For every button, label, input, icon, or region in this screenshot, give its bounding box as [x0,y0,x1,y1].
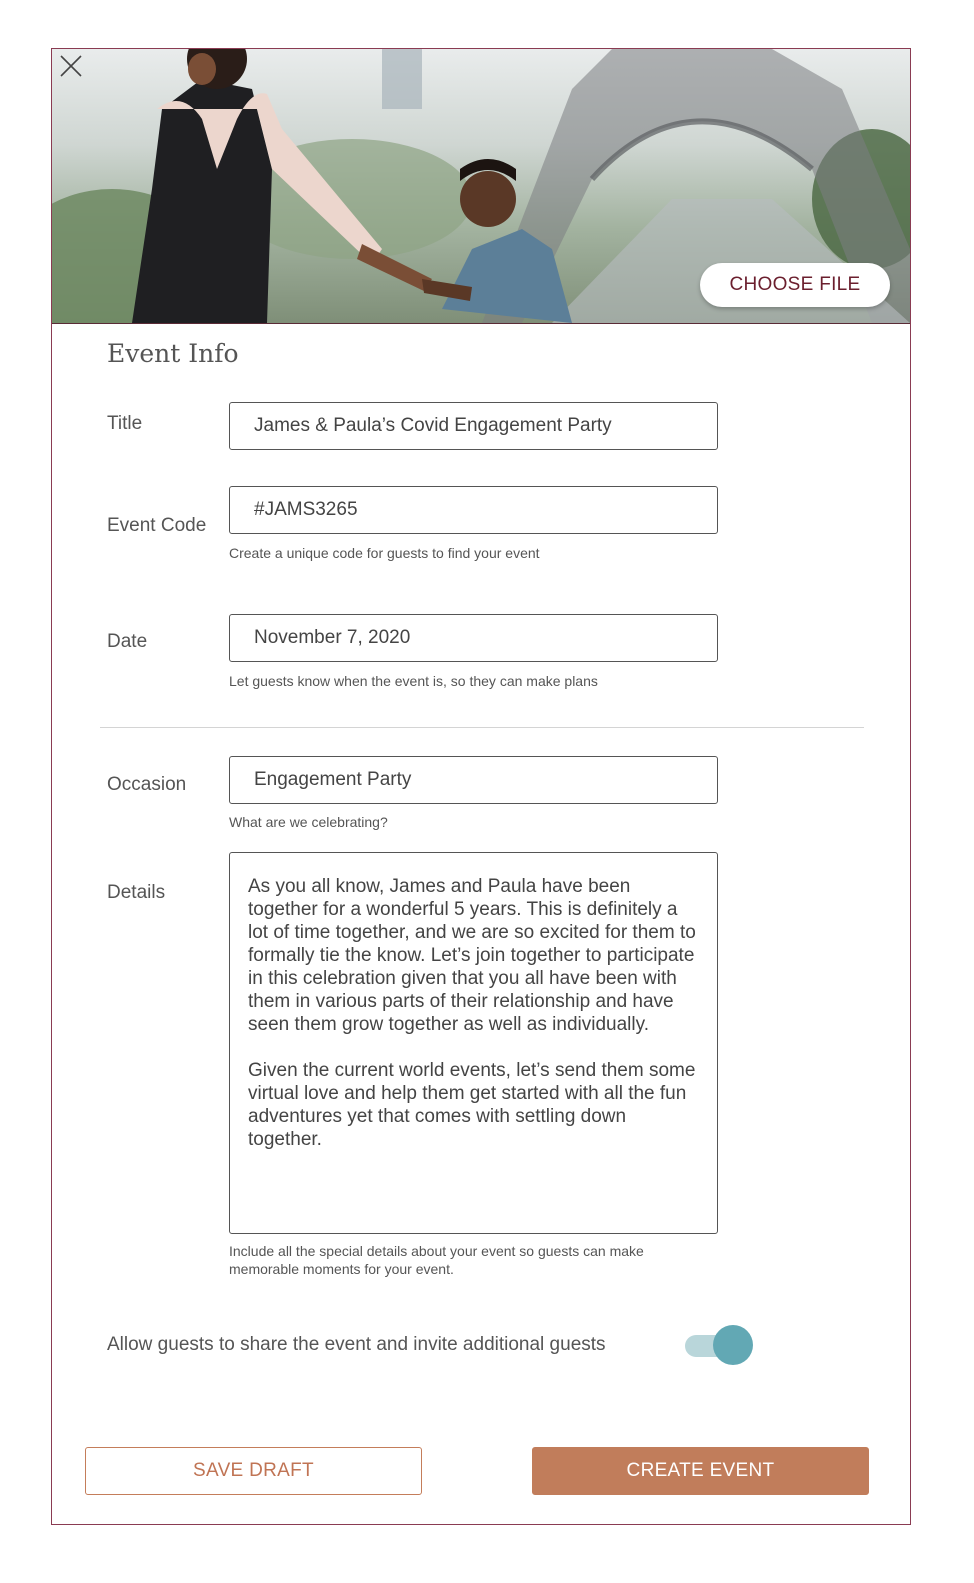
occasion-input[interactable] [229,756,718,804]
cover-photo [52,49,910,324]
occasion-hint: What are we celebrating? [229,814,388,830]
date-hint: Let guests know when the event is, so they can make plans [229,673,598,689]
save-draft-button[interactable]: SAVE DRAFT [85,1447,422,1495]
share-toggle[interactable] [685,1325,755,1367]
date-input[interactable] [229,614,718,662]
details-textarea[interactable]: As you all know, James and Paula have been together for a wonderful 5 years. This is definitely a lot of time together, and we are so excited for them to formally tie the know. Let’s join together to participate in this celebration given that you all have been with them in various parts of their relationship and have seen them grow together as well as individually. Given the current world events, let’s send them some virtual love and help them get started with all the fun adventures yet that comes with settling down together. [229,852,718,1234]
event-code-label: Event Code [107,515,207,536]
share-toggle-label: Allow guests to share the event and invite additional guests [107,1334,606,1355]
section-title: Event Info [107,339,239,368]
event-code-hint: Create a unique code for guests to find your event [229,545,540,561]
title-input[interactable] [229,402,718,450]
occasion-label: Occasion [107,774,187,795]
create-event-button[interactable]: CREATE EVENT [532,1447,869,1495]
close-icon[interactable] [58,53,84,79]
details-label: Details [107,882,166,903]
title-label: Title [107,413,143,434]
event-form-card [51,48,911,1525]
section-divider [100,727,864,728]
toggle-knob [713,1325,753,1365]
event-code-input[interactable] [229,486,718,534]
details-hint: Include all the special details about your event so guests can make memorable moments for your event. [229,1243,644,1277]
choose-file-button[interactable]: CHOOSE FILE [700,263,890,307]
date-label: Date [107,631,148,652]
